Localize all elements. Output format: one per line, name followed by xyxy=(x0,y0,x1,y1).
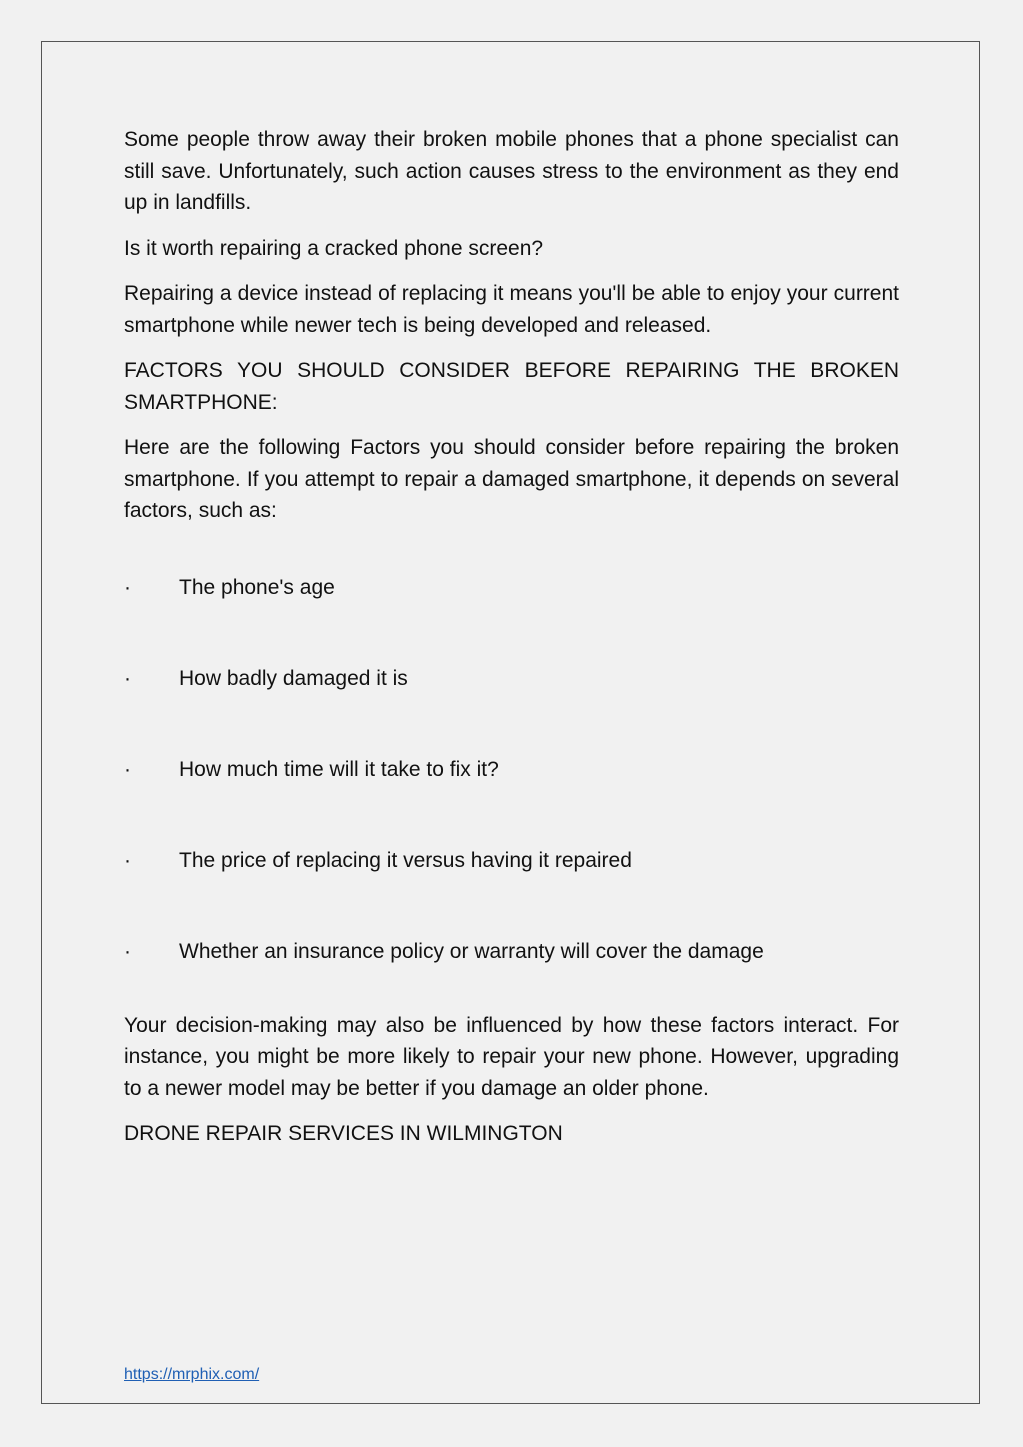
bullet-dot: · xyxy=(124,939,131,963)
list-item xyxy=(124,541,899,632)
question-paragraph: Is it worth repairing a cracked phone screen? xyxy=(124,236,544,260)
factors-heading: FACTORS YOU SHOULD CONSIDER BEFORE REPAIRING THE BROKEN SMARTPHONE: xyxy=(124,359,899,414)
list-item xyxy=(124,723,899,814)
bullet-dot: · xyxy=(124,666,131,690)
list-item xyxy=(124,905,899,996)
list-item-text: How badly damaged it is xyxy=(179,666,408,690)
list-item-text: The phone's age xyxy=(179,575,335,599)
list-item xyxy=(124,632,899,723)
list-item-text: Whether an insurance policy or warranty will cover the damage xyxy=(179,939,764,963)
services-heading: DRONE REPAIR SERVICES IN WILMINGTON xyxy=(124,1122,563,1145)
repair-benefit-paragraph: Repairing a device instead of replacing it means you'll be able to enjoy your current smartphone while newer tech is being developed and released. xyxy=(124,282,899,337)
list-item-text: How much time will it take to fix it? xyxy=(179,757,499,781)
bullet-dot: · xyxy=(124,848,131,872)
intro-paragraph: Some people throw away their broken mobile phones that a phone specialist can still save. Unfortunately, such action causes stress to the environment as they end up in landfills. xyxy=(124,128,899,214)
list-item xyxy=(124,814,899,905)
footer-website-link[interactable]: https://mrphix.com/ xyxy=(124,1366,260,1383)
document-body xyxy=(124,124,899,1164)
decision-paragraph: Your decision-making may also be influenced by how these factors interact. For instance, you might be more likely to repair your new phone. However, upgrading to a newer model may be better if you damage an older phone. xyxy=(124,1013,899,1100)
factors-intro-paragraph: Here are the following Factors you should consider before repairing the broken smartphone. If you attempt to repair a damaged smartphone, it depends on several factors, such as: xyxy=(124,436,899,522)
list-item-text: The price of replacing it versus having it repaired xyxy=(179,848,632,872)
factors-list xyxy=(124,541,899,996)
bullet-dot: · xyxy=(124,575,131,599)
bullet-dot: · xyxy=(124,757,131,781)
